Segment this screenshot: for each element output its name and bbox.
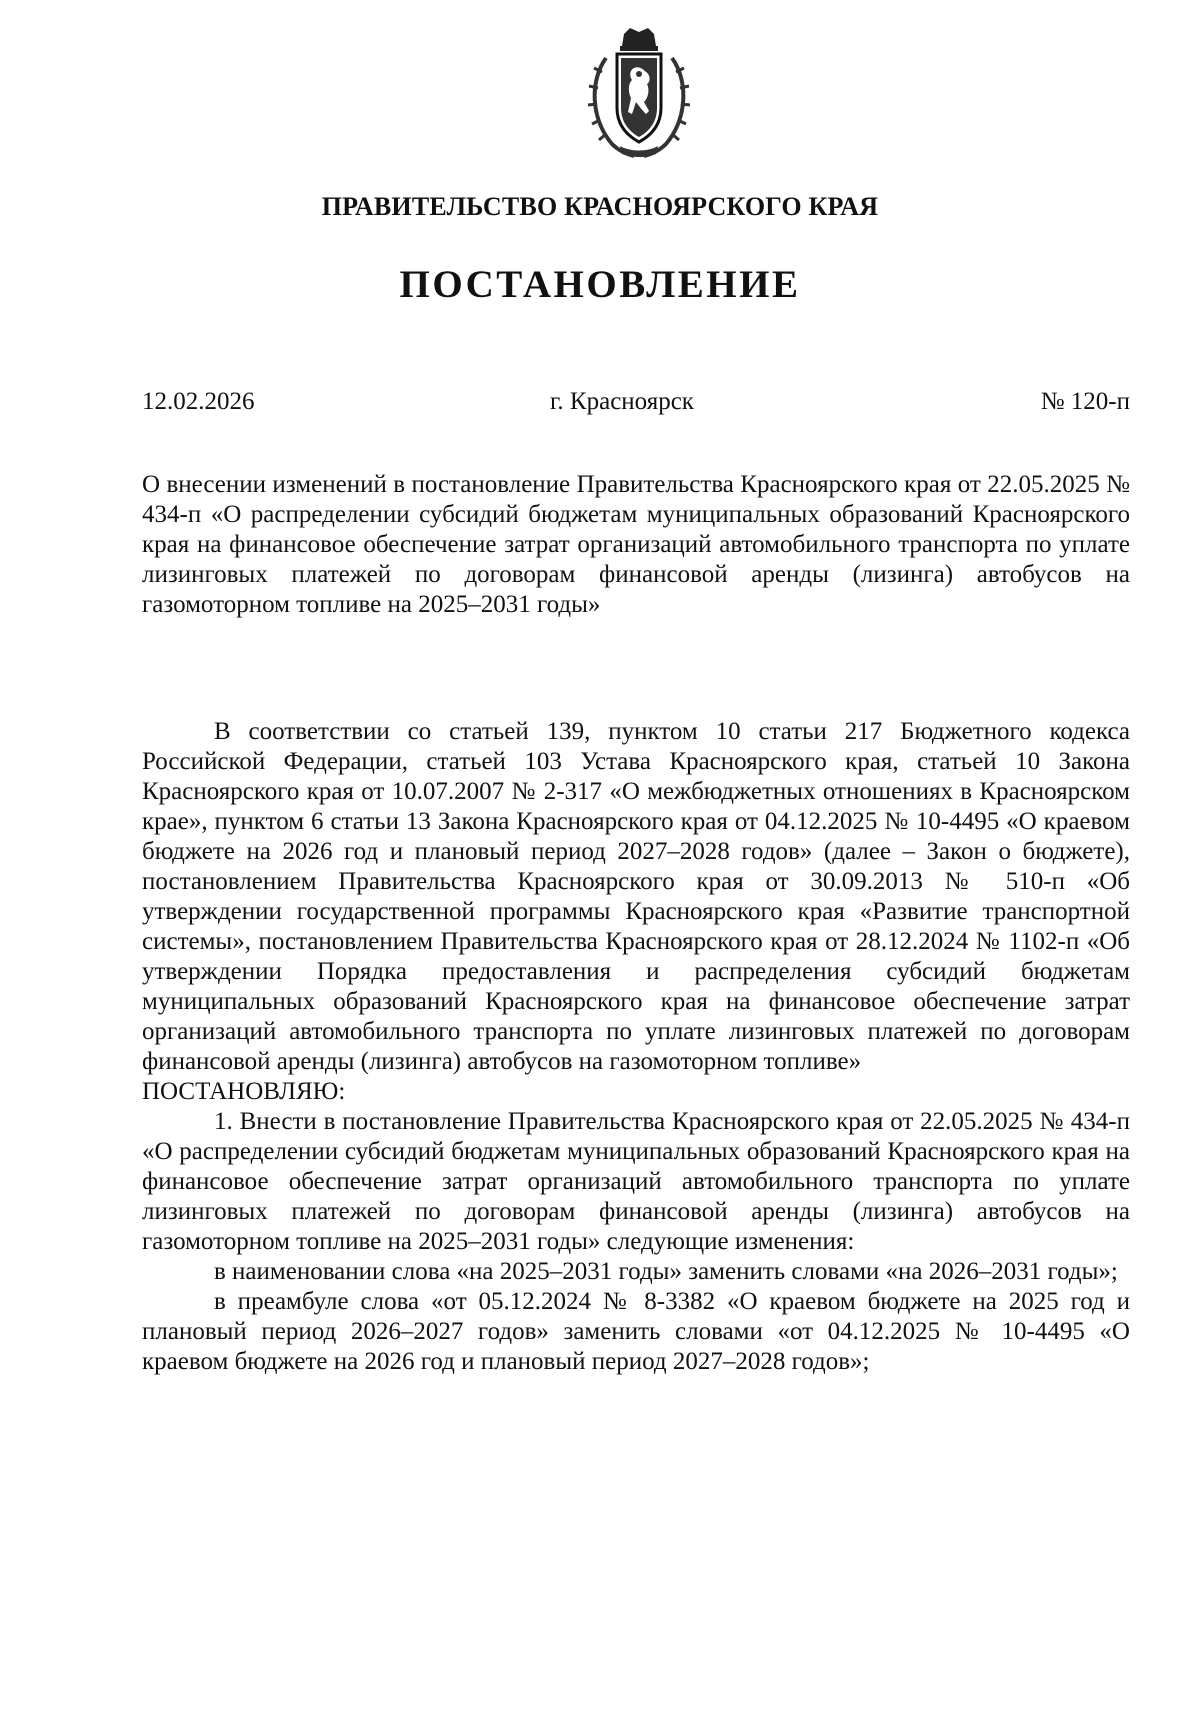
document-city: г. Красноярск [550, 388, 694, 415]
document-body [142, 717, 1130, 1377]
resolve-heading: ПОСТАНОВЛЯЮ: [142, 1078, 346, 1105]
coat-of-arms-icon [584, 28, 694, 160]
clause-paragraph: 1. Внести в постановление Правительства Красноярского края от 22.05.2025 № 434-п «О распределении субсидий бюджетам муниципальных образований Красноярского края на финансовое обеспечение затрат организаций автомобильного транспорта по уплате лизинговых платежей по договорам финансовой аренды (лизинга) автобусов на газомоторном топливе на 2025–2031 годы» следующие изменения: [142, 1108, 1130, 1255]
document-date: 12.02.2026 [142, 388, 255, 415]
clause-paragraph: в преамбуле слова «от 05.12.2024 № 8-3382 «О краевом бюджете на 2025 год и плановый период 2026–2027 годов» заменить словами «от 04.12.2025 № 10-4495 «О краевом бюджете на 2026 год и плановый период 2027–2028 годов»; [142, 1288, 1130, 1375]
government-title: ПРАВИТЕЛЬСТВО КРАСНОЯРСКОГО КРАЯ [321, 192, 879, 221]
preamble-paragraph: В соответствии со статьей 139, пунктом 10 статьи 217 Бюджетного кодекса Российской Федерации, статьей 103 Устава Красноярского края, статьей 10 Закона Красноярского края от 10.07.2007 № 2-317 «О межбюджетных отношениях в Красноярском крае», пунктом 6 статьи 13 Закона Красноярского края от 04.12.2025 № 10-4495 «О краевом бюджете на 2026 год и плановый период 2027–2028 годов» (далее – Закон о бюджете), постановлением Правительства Красноярского края от 30.09.2013 № 510-п «Об утверждении государственной программы Красноярского края «Развитие транспортной системы», постановлением Правительства Красноярского края от 28.12.2024 № 1102-п «Об утверждении Порядка предоставления и распределения субсидий бюджетам муниципальных образований Красноярского края на финансовое обеспечение затрат организаций автомобильного транспорта по уплате лизинговых платежей по договорам финансовой аренды (лизинга) автобусов на газомоторном топливе» [142, 718, 1130, 1075]
document-type-title: ПОСТАНОВЛЕНИЕ [399, 263, 801, 306]
document-subject: О внесении изменений в постановление Правительства Красноярского края от 22.05.2025 № 434-п «О распределении субсидий бюджетам муниципальных образований Красноярского края на финансовое обеспечение затрат организаций автомобильного транспорта по уплате лизинговых платежей по договорам финансовой аренды (лизинга) автобусов на газомоторном топливе на 2025–2031 годы» [142, 471, 1130, 618]
clause-paragraph: в наименовании слова «на 2025–2031 годы» заменить словами «на 2026–2031 годы»; [214, 1258, 1118, 1285]
document-meta [142, 388, 1130, 416]
document-number: № 120-п [1040, 388, 1130, 415]
